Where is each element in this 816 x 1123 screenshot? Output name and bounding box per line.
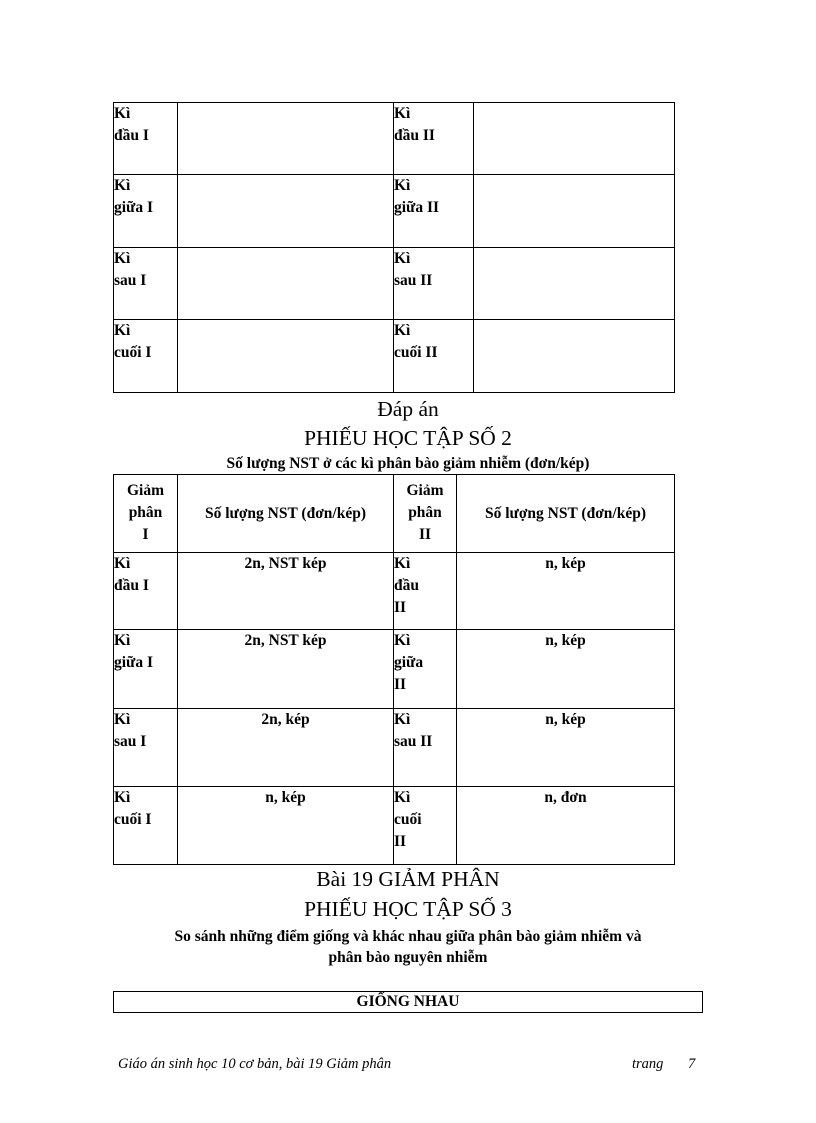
column-header-phase-i: Giảm phân I (114, 475, 178, 553)
blank-answer-cell (178, 320, 394, 393)
blank-answer-cell (178, 103, 394, 175)
worksheet-3-title: PHIẾU HỌC TẬP SỐ 3 (304, 897, 512, 921)
table-header-row (114, 475, 675, 553)
blank-answer-cell (474, 248, 675, 320)
footer-page-label: trang (632, 1056, 664, 1072)
phase-label-cell: Kì đầu II (394, 553, 457, 630)
phase-label-cell: Kì giữa II (394, 630, 457, 709)
phase-label-cell: Kì cuối I (114, 787, 178, 865)
phase-label-cell: Kì cuối II (394, 320, 474, 393)
table-row (114, 553, 675, 630)
table-row (114, 709, 675, 787)
chromosome-count-cell: n, kép (457, 630, 675, 709)
table-row (114, 103, 675, 175)
phase-label-cell: Kì đầu II (394, 103, 474, 175)
blank-answer-cell (474, 320, 675, 393)
blank-answer-cell (178, 175, 394, 248)
chromosome-count-cell: n, kép (178, 787, 394, 865)
blank-answer-cell (178, 248, 394, 320)
chromosome-count-cell: n, kép (457, 709, 675, 787)
worksheet-3-subtitle-line-2: phân bào nguyên nhiễm (328, 949, 488, 966)
column-header-count-ii: Số lượng NST (đơn/kép) (457, 475, 675, 553)
answer-heading: Đáp án (377, 397, 439, 421)
phase-label-cell: Kì giữa II (394, 175, 474, 248)
footer-course-title: Giáo án sinh học 10 cơ bản, bài 19 Giảm phân (118, 1056, 392, 1072)
chromosome-count-cell: 2n, NST kép (178, 553, 394, 630)
phase-label-cell: Kì giữa I (114, 630, 178, 709)
table-row (114, 320, 675, 393)
lesson-title: Bài 19 GIẢM PHÂN (316, 867, 500, 891)
worksheet-table-1 (113, 102, 675, 393)
chromosome-count-cell: 2n, kép (178, 709, 394, 787)
phase-label-cell: Kì giữa I (114, 175, 178, 248)
blank-answer-cell (474, 175, 675, 248)
phase-label-cell: Kì cuối II (394, 787, 457, 865)
phase-label-cell: Kì cuối I (114, 320, 178, 393)
chromosome-count-cell: n, đơn (457, 787, 675, 865)
column-header-count-i: Số lượng NST (đơn/kép) (178, 475, 394, 553)
footer-page-number: 7 (688, 1056, 696, 1072)
similarities-header-box: GIỐNG NHAU (113, 991, 703, 1013)
phase-label-cell: Kì sau I (114, 709, 178, 787)
worksheet-2-title: PHIẾU HỌC TẬP SỐ 2 (304, 426, 512, 450)
chromosome-count-cell: n, kép (457, 553, 675, 630)
table-row (114, 175, 675, 248)
table-row (114, 248, 675, 320)
blank-answer-cell (474, 103, 675, 175)
phase-label-cell: Kì sau II (394, 248, 474, 320)
table-row (114, 787, 675, 865)
phase-label-cell: Kì sau I (114, 248, 178, 320)
worksheet-2-subtitle: Số lượng NST ở các kì phân bào giảm nhiễm (đơn/kép) (226, 455, 590, 472)
phase-label-cell: Kì đầu I (114, 103, 178, 175)
table-row (114, 630, 675, 709)
worksheet-3-subtitle-line-1: So sánh những điểm giống và khác nhau giữa phân bào giảm nhiễm và (174, 928, 642, 945)
phase-label-cell: Kì đầu I (114, 553, 178, 630)
answer-table (113, 474, 675, 865)
chromosome-count-cell: 2n, NST kép (178, 630, 394, 709)
phase-label-cell: Kì sau II (394, 709, 457, 787)
column-header-phase-ii: Giảm phân II (394, 475, 457, 553)
